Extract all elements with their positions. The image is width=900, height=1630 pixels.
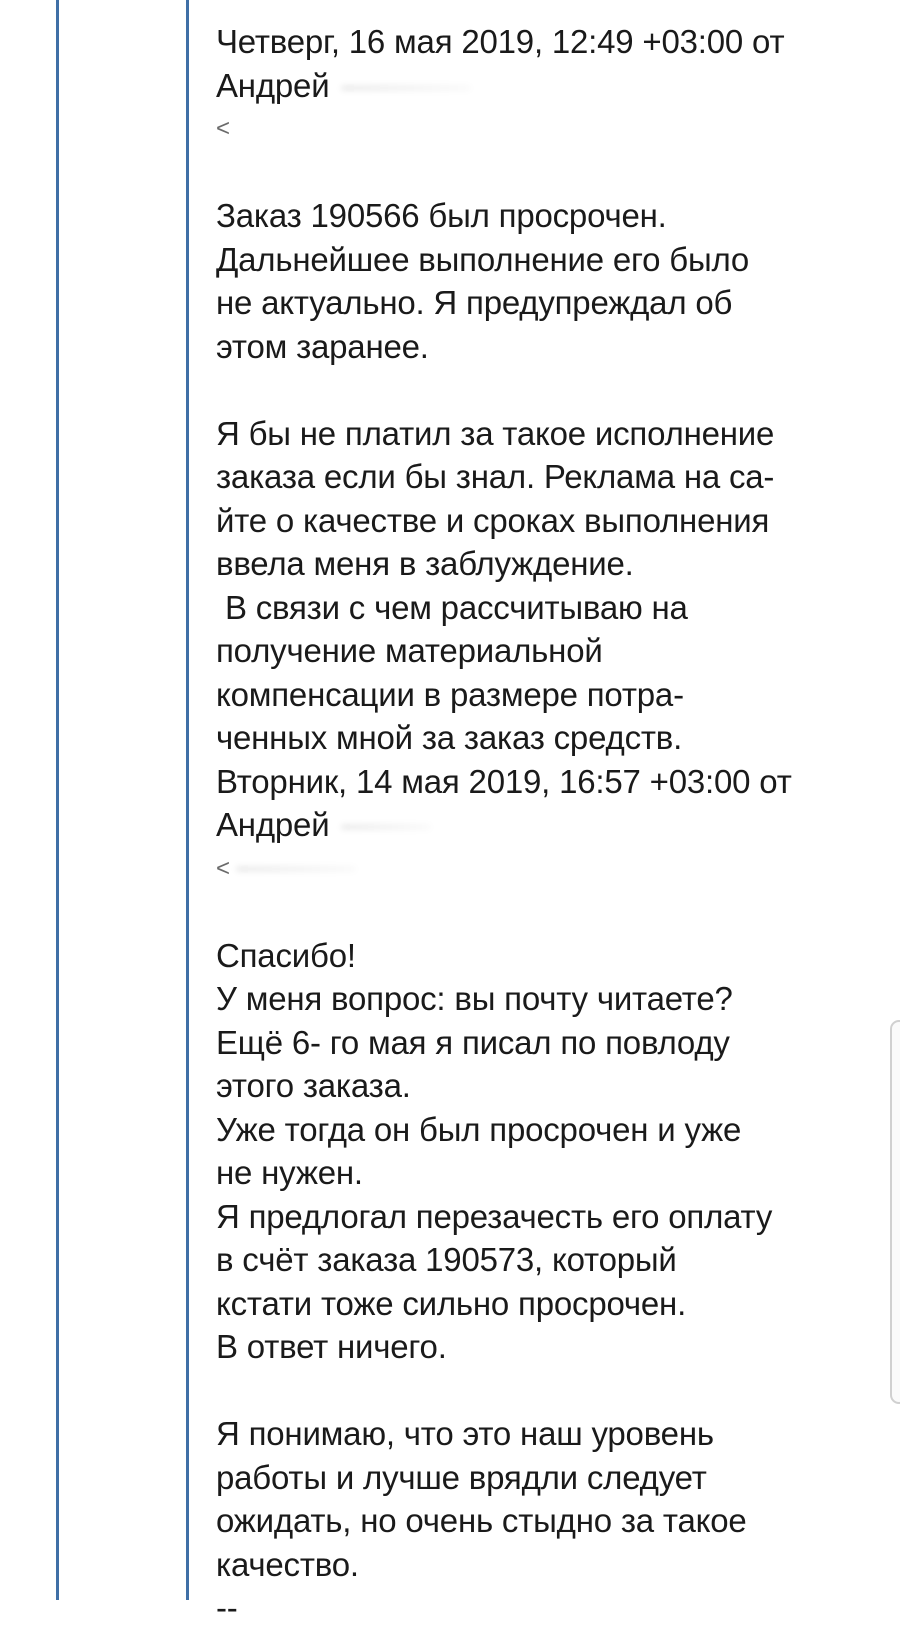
quote-header-sender: Андрей [216, 806, 330, 843]
body-line: получение материальной [216, 632, 603, 669]
body-line: не нужен. [216, 1154, 363, 1191]
spacer [216, 151, 876, 195]
body-line: не актуально. Я предупреждал об [216, 284, 733, 321]
quote-bar-inner [186, 0, 189, 1600]
spacer [216, 890, 876, 934]
quote-header-sender-line [216, 803, 876, 847]
quote-header-sender-line [216, 64, 876, 108]
body-line: ввела меня в заблуждение. [216, 545, 634, 582]
redacted-email [236, 866, 356, 872]
quote-header-email-bracket: < [216, 854, 230, 882]
body-line: в счёт заказа 190573, который [216, 1241, 677, 1278]
body-line: заказа если бы знал. Реклама на са- [216, 458, 775, 495]
quote-header-date: Вторник, 14 мая 2019, 16:57 +03:00 от [216, 762, 792, 800]
spacer [216, 1369, 876, 1413]
body-line: Уже тогда он был просрочен и уже [216, 1110, 742, 1148]
body-line: кстати тоже сильно просрочен. [216, 1284, 687, 1322]
scrollbar[interactable] [890, 1020, 900, 1404]
body-line: Я бы не платил за такое исполнение [216, 414, 775, 452]
body-line: Ещё 6- го мая я писал по повлоду [216, 1023, 730, 1061]
quote-header-sender: Андрей [216, 66, 330, 104]
signature-separator: -- [216, 1589, 238, 1626]
quote-bar-outer [56, 0, 59, 1600]
quoted-email-thread [216, 20, 876, 1630]
quote-header-date: Четверг, 16 мая 2019, 12:49 +03:00 от [216, 23, 785, 60]
spacer [216, 368, 876, 412]
body-line: компенсации в размере потра- [216, 675, 684, 713]
body-line: Я понимаю, что это наш уровень [216, 1415, 714, 1452]
quote-header-email-bracket: < [216, 115, 230, 142]
body-line: этом заранее. [216, 327, 429, 365]
body-line: Я предлогал перезачесть его оплату [216, 1197, 773, 1235]
body-line: У меня вопрос: вы почту читаете? [216, 980, 733, 1017]
body-line: йте о качестве и сроках выполнения [216, 501, 770, 539]
body-line: работы и лучше врядли следует [216, 1458, 707, 1496]
quote-header-email[interactable] [216, 107, 876, 151]
body-line: В ответ ничего. [216, 1328, 447, 1365]
redacted-surname [341, 85, 471, 91]
redacted-surname [341, 824, 431, 830]
body-line: Дальнейшее выполнение его было [216, 240, 750, 278]
body-line: В связи с чем рассчитываю на [216, 588, 688, 626]
body-line: этого заказа. [216, 1067, 411, 1104]
body-line: Спасибо! [216, 936, 356, 974]
quote-header-email[interactable] [216, 847, 876, 891]
body-line: ожидать, но очень стыдно за такое [216, 1502, 747, 1539]
body-line: ченных мной за заказ средств. [216, 719, 683, 756]
body-line: качество. [216, 1545, 359, 1583]
body-line: Заказ 190566 был просрочен. [216, 197, 667, 234]
